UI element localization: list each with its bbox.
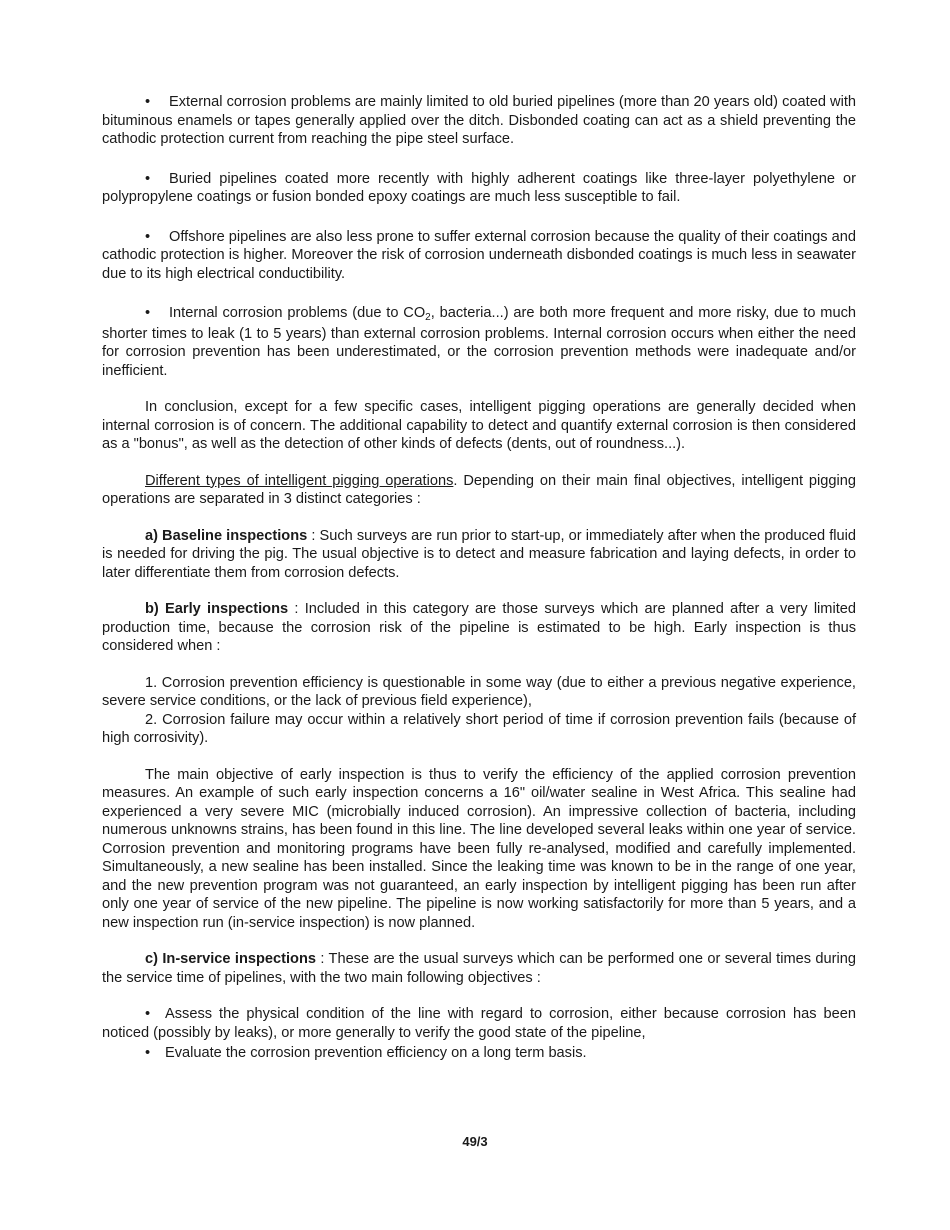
main-objective-paragraph: The main objective of early inspection is thus to verify the efficiency of the applied corrosion prevention measures. An example of such early inspection concerns a 16" oil/water sealine in West Africa. This sealine had experienced a very severe MIC (microbially induced corrosion). An impressive collection of bacteria, including numerous unknowns strains, has been found in this line. The line developed several leaks within one year of service. Corrosion prevention and monitoring programs have been fully re-analysed, modified and carefully implemented. Simultaneously, a new sealine has been installed. Since the leaking time was known to be in the range of one year, and the new prevention program was not guaranteed, an early inspection by intelligent pigging has been run after only one year of service of the new pipeline. The pipeline is now working satisfactorily for more than 5 years, and a new inspection run (in-service inspection) is now planned. bbox=[102, 766, 856, 931]
bullet-text: Assess the physical condition of the line with regard to corrosion, either because corrosion has been noticed (possibly by leaks), or more generally to verify the good state of the pipeline, bbox=[102, 1006, 856, 1041]
early-paragraph bbox=[102, 600, 856, 656]
inservice-label: c) In-service inspections bbox=[145, 951, 316, 967]
bullet-text: Evaluate the corrosion prevention efficiency on a long term basis. bbox=[165, 1045, 587, 1061]
pigging-types-heading: Different types of intelligent pigging operations bbox=[145, 472, 454, 489]
bullet-paragraph-internal-corrosion bbox=[102, 304, 856, 380]
inservice-paragraph bbox=[102, 950, 856, 987]
bullet-paragraph bbox=[102, 93, 856, 149]
pigging-types-paragraph bbox=[102, 472, 856, 509]
bullet-icon: • bbox=[145, 228, 151, 245]
bullet-paragraph bbox=[102, 170, 856, 207]
document-body bbox=[102, 93, 856, 1063]
bullet-text: Offshore pipelines are also less prone to suffer external corrosion because the quality of their coatings and cathodic protection is higher. Moreover the risk of corrosion underneath disbonded coatings is much less in seawater due to its high electrical conductibility. bbox=[102, 228, 856, 282]
bullet-icon: • bbox=[145, 1045, 151, 1061]
conclusion-paragraph: In conclusion, except for a few specific cases, intelligent pigging operations are generally decided when internal corrosion is of concern. The additional capability to detect and quantify external corrosion is then considered as a "bonus", as well as the detection of other kinds of defects (dents, out of roundness...). bbox=[102, 399, 856, 452]
bullet-paragraph bbox=[102, 228, 856, 284]
early-label: b) Early inspections bbox=[145, 601, 289, 617]
bullet-text-before: Internal corrosion problems (due to CO bbox=[169, 305, 426, 321]
co2-subscript: 2 bbox=[425, 312, 431, 323]
bullet-text: External corrosion problems are mainly limited to old buried pipelines (more than 20 years old) coated with bituminous enamels or tapes generally applied over the ditch. Disbonded coating can act as a shield preventing the cathodic protection current from reaching the pipe steel surface. bbox=[102, 94, 856, 147]
baseline-label: a) Baseline inspections bbox=[145, 527, 308, 544]
bullet-icon: • bbox=[145, 170, 151, 187]
bullet-paragraph bbox=[102, 1005, 856, 1042]
numbered-item: 2. Corrosion failure may occur within a relatively short period of time if corrosion prevention fails (because of high corrosivity). bbox=[102, 711, 856, 746]
bullet-paragraph bbox=[102, 1044, 856, 1063]
bullet-icon: • bbox=[145, 305, 151, 321]
page-number: 49/3 bbox=[462, 1134, 488, 1149]
bullet-text-after: , bacteria...) are both more frequent and more risky, due to much shorter times to leak (1 to 5 years) than external corrosion problems. Internal corrosion occurs when either the need for corrosion prevention has been underestimated, or the corrosion prevention methods were inadequate and/or inefficient. bbox=[102, 305, 856, 379]
bullet-text: Buried pipelines coated more recently with highly adherent coatings like three-layer polyethylene or polypropylene coatings or fusion bonded epoxy coatings are much less susceptible to fail. bbox=[102, 170, 856, 205]
bullet-icon: • bbox=[145, 1006, 151, 1022]
baseline-text: : Such surveys are run prior to start-up, or immediately after when the produced fluid is needed for driving the pig. The usual objective is to detect and measure fabrication and laying defects, in order to later differentiate them from corrosion defects. bbox=[102, 527, 856, 581]
pigging-types-text: . Depending on their main final objectives, intelligent pigging operations are separated in 3 distinct categories : bbox=[102, 472, 857, 507]
numbered-item: 1. Corrosion prevention efficiency is questionable in some way (due to either a previous negative experience, severe service conditions, or the lack of previous field experience), bbox=[102, 674, 856, 709]
early-text: : Included in this category are those surveys which are planned after a very limited production time, because the corrosion risk of the pipeline is estimated to be high. Early inspection is thus considered when : bbox=[102, 601, 856, 654]
baseline-paragraph bbox=[102, 527, 856, 583]
bullet-icon: • bbox=[145, 94, 151, 110]
inservice-text: : These are the usual surveys which can be performed one or several times during the service time of pipelines, with the two main following objectives : bbox=[102, 951, 857, 986]
